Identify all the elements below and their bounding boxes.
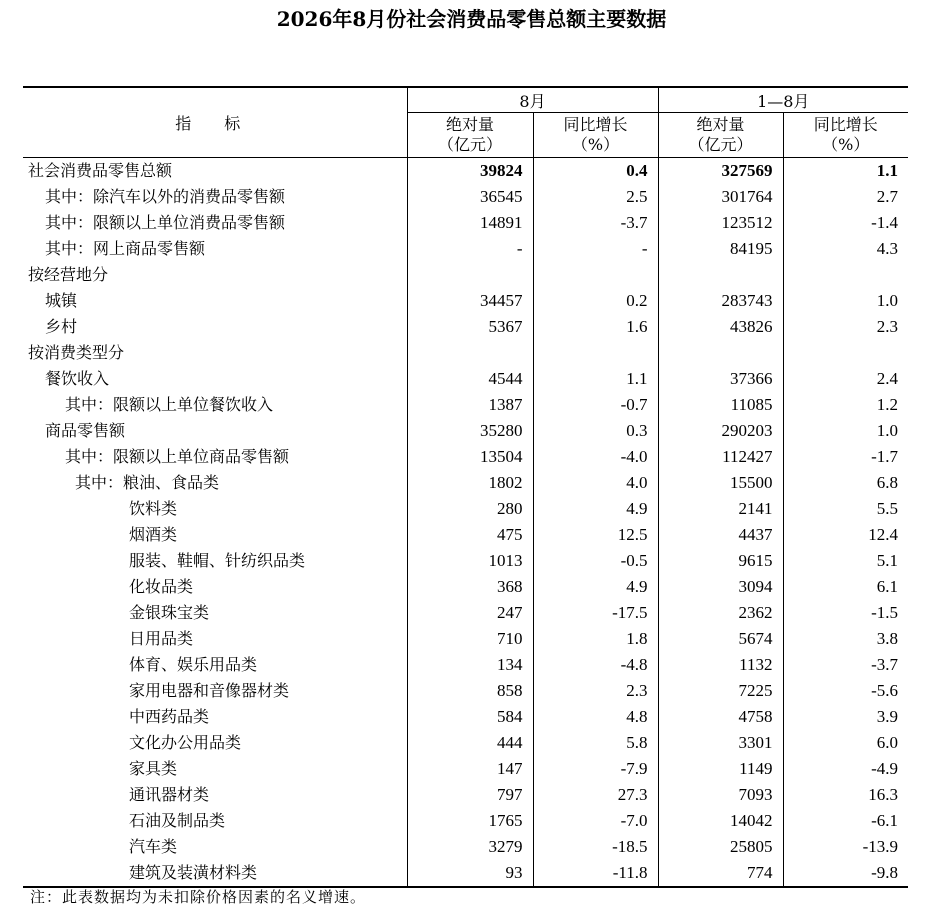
aug-abs-cell: - (407, 236, 533, 262)
aug-abs-cell: 39824 (407, 158, 533, 185)
aug-abs-cell: 1802 (407, 470, 533, 496)
ytd-abs-cell: 3094 (658, 574, 783, 600)
row-label: 汽车类 (129, 837, 178, 856)
row-label: 按消费类型分 (28, 343, 125, 362)
ytd-abs-cell: 84195 (658, 236, 783, 262)
row-label: 其中：限额以上单位消费品零售额 (45, 213, 286, 232)
aug-abs-header (407, 113, 533, 158)
ytd-yoy-cell: 5.1 (783, 548, 908, 574)
aug-yoy-cell: -18.5 (533, 834, 658, 860)
aug-yoy-cell: 0.3 (533, 418, 658, 444)
ytd-yoy-cell: 3.8 (783, 626, 908, 652)
row-label: 社会消费品零售总额 (28, 161, 173, 180)
ytd-abs-cell (658, 340, 783, 366)
row-label: 通讯器材类 (129, 785, 210, 804)
footnote: 注：此表数据均为未扣除价格因素的名义增速。 (30, 888, 367, 906)
aug-yoy-cell: 1.6 (533, 314, 658, 340)
row-label: 其中：限额以上单位商品零售额 (65, 447, 290, 466)
aug-yoy-cell: -3.7 (533, 210, 658, 236)
table-row (23, 756, 908, 782)
ytd-yoy-cell: 1.0 (783, 418, 908, 444)
ytd-abs-cell: 25805 (658, 834, 783, 860)
aug-abs-cell: 368 (407, 574, 533, 600)
ytd-yoy-cell: 6.8 (783, 470, 908, 496)
ytd-yoy-cell: 5.5 (783, 496, 908, 522)
ytd-yoy-cell: -9.8 (783, 860, 908, 887)
ytd-abs-cell: 1149 (658, 756, 783, 782)
aug-yoy-cell: 1.8 (533, 626, 658, 652)
aug-abs-cell: 797 (407, 782, 533, 808)
aug-abs-cell: 247 (407, 600, 533, 626)
ytd-yoy-cell: -1.5 (783, 600, 908, 626)
table-header (23, 87, 908, 158)
ytd-abs-cell: 43826 (658, 314, 783, 340)
aug-yoy-cell: -7.9 (533, 756, 658, 782)
ytd-yoy-cell: -3.7 (783, 652, 908, 678)
aug-abs-cell: 1765 (407, 808, 533, 834)
period-header-aug: 8月 (407, 87, 658, 113)
ytd-abs-cell: 5674 (658, 626, 783, 652)
indicator-header: 指 标 (23, 87, 407, 158)
aug-yoy-cell: 0.2 (533, 288, 658, 314)
row-label: 石油及制品类 (129, 811, 226, 830)
row-label: 其中：粮油、食品类 (75, 473, 220, 492)
table-row (23, 184, 908, 210)
ytd-abs-cell: 301764 (658, 184, 783, 210)
aug-abs-cell (407, 262, 533, 288)
ytd-abs-cell: 290203 (658, 418, 783, 444)
ytd-abs-cell: 2141 (658, 496, 783, 522)
row-label: 日用品类 (129, 629, 194, 648)
aug-abs-cell: 147 (407, 756, 533, 782)
aug-abs-cell: 3279 (407, 834, 533, 860)
aug-abs-cell: 13504 (407, 444, 533, 470)
row-label: 其中：网上商品零售额 (45, 239, 206, 258)
ytd-yoy-cell: 2.3 (783, 314, 908, 340)
ytd-yoy-header (783, 113, 908, 158)
yoy-unit: （%） (822, 135, 870, 154)
table-row (23, 860, 908, 887)
table-row (23, 808, 908, 834)
table-row (23, 418, 908, 444)
aug-yoy-cell: 2.5 (533, 184, 658, 210)
table-row (23, 626, 908, 652)
table-row (23, 288, 908, 314)
aug-yoy-cell: -4.8 (533, 652, 658, 678)
row-label: 烟酒类 (129, 525, 178, 544)
ytd-abs-cell: 11085 (658, 392, 783, 418)
aug-yoy-cell: -11.8 (533, 860, 658, 887)
yoy-label: 同比增长 (563, 115, 628, 134)
abs-unit: （亿元） (688, 135, 753, 154)
aug-yoy-cell: -17.5 (533, 600, 658, 626)
ytd-yoy-cell: -1.4 (783, 210, 908, 236)
row-label: 服装、鞋帽、针纺织品类 (129, 551, 306, 570)
row-label: 其中：限额以上单位餐饮收入 (65, 395, 274, 414)
aug-yoy-cell: 4.9 (533, 496, 658, 522)
ytd-yoy-cell: -13.9 (783, 834, 908, 860)
aug-yoy-cell (533, 340, 658, 366)
data-table-container (23, 86, 908, 888)
ytd-abs-cell: 4437 (658, 522, 783, 548)
aug-yoy-cell: - (533, 236, 658, 262)
ytd-yoy-cell: 6.1 (783, 574, 908, 600)
ytd-yoy-cell: -6.1 (783, 808, 908, 834)
aug-abs-cell: 1387 (407, 392, 533, 418)
aug-yoy-cell: 12.5 (533, 522, 658, 548)
table-row (23, 262, 908, 288)
table-row (23, 782, 908, 808)
table-row (23, 158, 908, 185)
table-row (23, 236, 908, 262)
row-label: 商品零售额 (45, 421, 126, 440)
ytd-yoy-cell: 2.7 (783, 184, 908, 210)
row-label: 文化办公用品类 (129, 733, 242, 752)
ytd-abs-cell: 2362 (658, 600, 783, 626)
table-row (23, 600, 908, 626)
ytd-abs-header (658, 113, 783, 158)
aug-abs-cell: 710 (407, 626, 533, 652)
aug-yoy-cell: -7.0 (533, 808, 658, 834)
table-row (23, 340, 908, 366)
abs-unit: （亿元） (437, 135, 502, 154)
aug-yoy-cell: -0.5 (533, 548, 658, 574)
abs-label: 绝对量 (445, 115, 494, 134)
row-label: 按经营地分 (28, 265, 109, 284)
row-label: 建筑及装潢材料类 (23, 860, 407, 887)
table-body (23, 158, 908, 888)
aug-yoy-cell: 4.0 (533, 470, 658, 496)
row-label: 家具类 (129, 759, 178, 778)
ytd-abs-cell: 774 (658, 860, 783, 887)
ytd-abs-cell: 283743 (658, 288, 783, 314)
row-label: 化妆品类 (129, 577, 194, 596)
aug-yoy-cell: 4.8 (533, 704, 658, 730)
aug-abs-cell: 14891 (407, 210, 533, 236)
table-row (23, 314, 908, 340)
aug-abs-cell: 134 (407, 652, 533, 678)
ytd-abs-cell: 123512 (658, 210, 783, 236)
table-row (23, 522, 908, 548)
ytd-yoy-cell: -5.6 (783, 678, 908, 704)
ytd-abs-cell: 112427 (658, 444, 783, 470)
aug-abs-cell: 1013 (407, 548, 533, 574)
aug-yoy-cell: 2.3 (533, 678, 658, 704)
ytd-yoy-cell: 16.3 (783, 782, 908, 808)
abs-label: 绝对量 (696, 115, 745, 134)
aug-yoy-cell (533, 262, 658, 288)
period-header-ytd: 1—8月 (658, 87, 908, 113)
ytd-abs-cell: 9615 (658, 548, 783, 574)
row-label: 饮料类 (129, 499, 178, 518)
aug-abs-cell: 35280 (407, 418, 533, 444)
ytd-yoy-cell: 4.3 (783, 236, 908, 262)
aug-abs-cell: 858 (407, 678, 533, 704)
table-row (23, 834, 908, 860)
ytd-yoy-cell: 3.9 (783, 704, 908, 730)
aug-yoy-cell: -4.0 (533, 444, 658, 470)
row-label: 体育、娱乐用品类 (129, 655, 258, 674)
aug-yoy-cell: 1.1 (533, 366, 658, 392)
ytd-yoy-cell: 1.1 (783, 158, 908, 185)
row-label: 中西药品类 (129, 707, 210, 726)
ytd-yoy-cell: 2.4 (783, 366, 908, 392)
ytd-abs-cell: 14042 (658, 808, 783, 834)
ytd-abs-cell: 3301 (658, 730, 783, 756)
retail-sales-table (23, 86, 908, 888)
ytd-yoy-cell: 1.2 (783, 392, 908, 418)
row-label: 其中：除汽车以外的消费品零售额 (45, 187, 286, 206)
table-row (23, 392, 908, 418)
yoy-unit: （%） (571, 135, 620, 154)
row-label: 城镇 (45, 291, 78, 310)
ytd-abs-cell (658, 262, 783, 288)
aug-abs-cell: 93 (407, 860, 533, 887)
table-row (23, 678, 908, 704)
ytd-abs-cell: 15500 (658, 470, 783, 496)
ytd-yoy-cell: 6.0 (783, 730, 908, 756)
aug-abs-cell: 4544 (407, 366, 533, 392)
row-label: 乡村 (45, 317, 78, 336)
table-row (23, 470, 908, 496)
yoy-label: 同比增长 (813, 115, 878, 134)
aug-yoy-cell: 27.3 (533, 782, 658, 808)
aug-abs-cell: 280 (407, 496, 533, 522)
ytd-yoy-cell: -4.9 (783, 756, 908, 782)
page-title: 2026年8月份社会消费品零售总额主要数据 (276, 7, 667, 31)
table-row (23, 574, 908, 600)
aug-abs-cell: 36545 (407, 184, 533, 210)
aug-yoy-cell: 0.4 (533, 158, 658, 185)
ytd-abs-cell: 1132 (658, 652, 783, 678)
row-label: 金银珠宝类 (129, 603, 210, 622)
ytd-yoy-cell: 12.4 (783, 522, 908, 548)
ytd-yoy-cell (783, 340, 908, 366)
ytd-yoy-cell: 1.0 (783, 288, 908, 314)
table-row (23, 652, 908, 678)
aug-yoy-header (533, 113, 658, 158)
table-row (23, 548, 908, 574)
ytd-abs-cell: 4758 (658, 704, 783, 730)
row-label: 餐饮收入 (45, 369, 110, 388)
aug-yoy-cell: -0.7 (533, 392, 658, 418)
table-row (23, 496, 908, 522)
table-row (23, 730, 908, 756)
table-row (23, 704, 908, 730)
aug-abs-cell: 584 (407, 704, 533, 730)
row-label: 家用电器和音像器材类 (129, 681, 290, 700)
table-row (23, 210, 908, 236)
aug-yoy-cell: 4.9 (533, 574, 658, 600)
table-row (23, 444, 908, 470)
aug-abs-cell: 34457 (407, 288, 533, 314)
aug-abs-cell: 444 (407, 730, 533, 756)
table-row (23, 366, 908, 392)
ytd-yoy-cell: -1.7 (783, 444, 908, 470)
aug-abs-cell (407, 340, 533, 366)
ytd-abs-cell: 327569 (658, 158, 783, 185)
aug-abs-cell: 5367 (407, 314, 533, 340)
aug-yoy-cell: 5.8 (533, 730, 658, 756)
aug-abs-cell: 475 (407, 522, 533, 548)
ytd-abs-cell: 7225 (658, 678, 783, 704)
ytd-abs-cell: 7093 (658, 782, 783, 808)
ytd-yoy-cell (783, 262, 908, 288)
ytd-abs-cell: 37366 (658, 366, 783, 392)
